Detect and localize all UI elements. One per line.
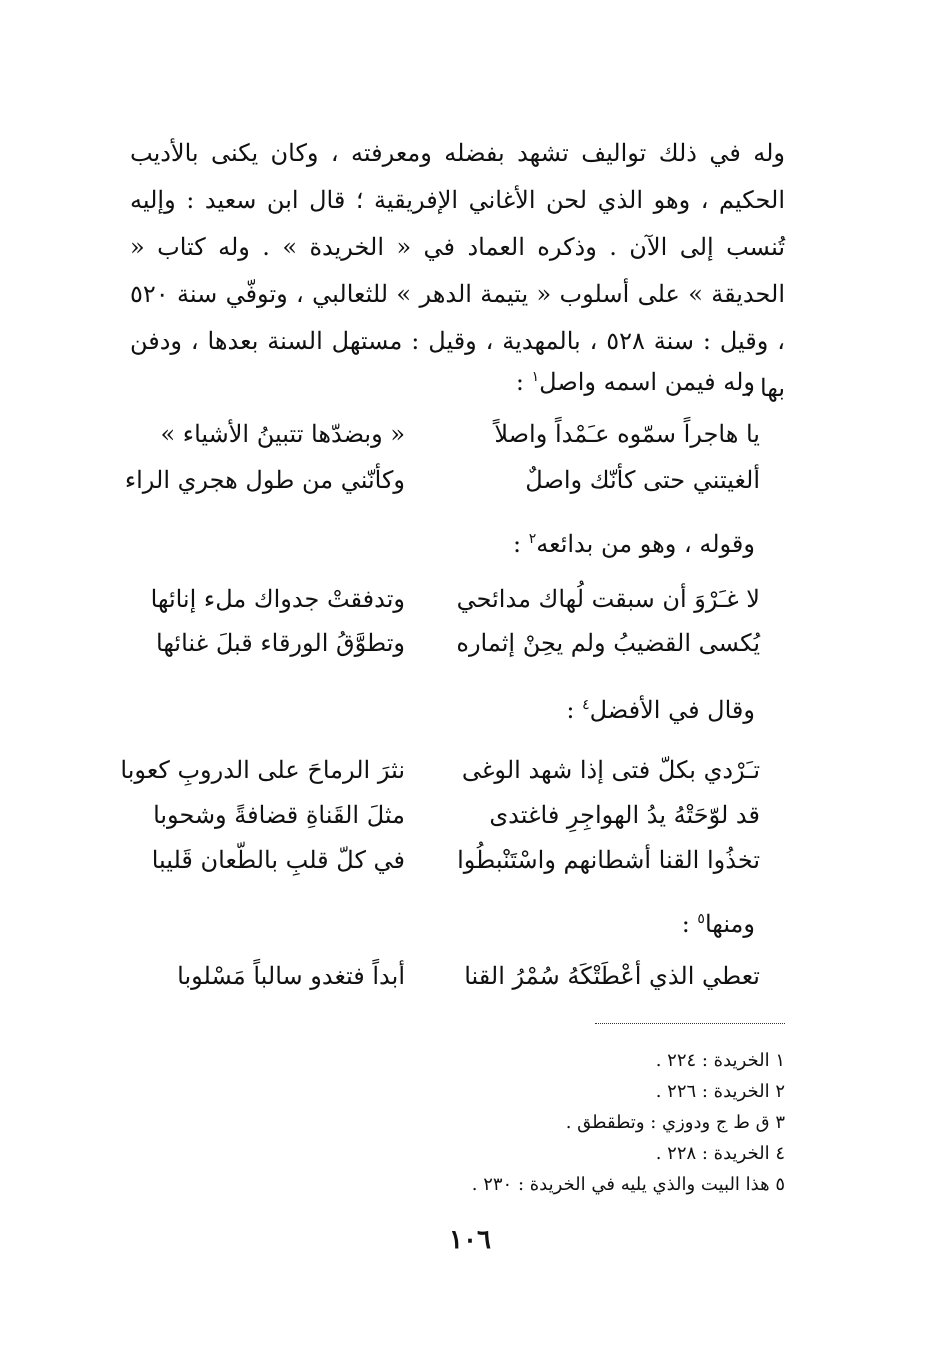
footnote: ٣ ق ط ج ودوزي : وتطقطق . xyxy=(565,1112,785,1133)
verse-second-hemistich: وتطوَّقُ الورقاء قبلَ غنائها xyxy=(156,629,405,657)
verse-first-hemistich: تعطي الذي أعْطَتْكَهُ سُمْرُ القنا xyxy=(464,962,760,990)
verse-second-hemistich: نثرَ الرماحَ على الدروبِ كعوبا xyxy=(120,756,405,784)
verse-first-hemistich: قد لوّحَتْهُ يدُ الهواجِرِ فاغتدى xyxy=(489,801,760,829)
verse-second-hemistich: في كلّ قلبِ بالطّعان قَليبا xyxy=(151,846,405,874)
section-intro: ومنها$^٥$ : xyxy=(681,910,755,938)
verse-second-hemistich: أبداً فتغدو سالباً مَسْلوبا xyxy=(177,962,405,990)
verse-first-hemistich: ألغيتني حتى كأنّك واصلٌ xyxy=(525,466,760,494)
verse-line xyxy=(130,795,760,835)
verse-line xyxy=(130,414,760,454)
footnote: ٥ هذا البيت والذي يليه في الخريدة : ٢٣٠ . xyxy=(471,1174,785,1195)
footnote-ref: ٥ xyxy=(697,911,705,927)
footnotes xyxy=(472,1045,785,1200)
footnote: ٤ الخريدة : ٢٢٨ . xyxy=(655,1143,785,1164)
verse-line xyxy=(130,956,760,996)
verse-line xyxy=(130,579,760,619)
verse-line xyxy=(130,623,760,663)
section-intro: وقوله ، وهو من بدائعه$^٢$ : xyxy=(513,530,755,558)
verse-second-hemistich: وكأنّني من طول هجري الراء xyxy=(124,466,405,494)
footnote-ref: ٤ xyxy=(582,697,590,713)
page-number: ١٠٦ xyxy=(449,1225,491,1255)
footnote-divider xyxy=(595,1023,785,1024)
footnote: ١ الخريدة : ٢٢٤ . xyxy=(655,1050,785,1071)
verse-first-hemistich: يُكسى القضيبُ ولم يحِنْ إثماره xyxy=(456,629,760,657)
verse-second-hemistich: « وبضدّها تتبينُ الأشياء » xyxy=(160,420,405,448)
footnote-ref: ٢ xyxy=(528,531,537,547)
section-intro: وله فيمن اسمه واصل$^١$ : xyxy=(515,368,755,396)
verse-line xyxy=(120,750,760,790)
verse-first-hemistich: لا غـَرْوَ أن سبقت لُهاك مدائحي xyxy=(456,585,760,613)
verse-second-hemistich: مثلَ القَناةِ قضافةً وشحوبا xyxy=(153,801,405,829)
section-intro: وقال في الأفضل$^٤$ : xyxy=(566,696,755,724)
verse-first-hemistich: تـَرْدي بكلّ فتى إذا شهد الوغى xyxy=(461,756,760,784)
footnote-ref: ١ xyxy=(531,369,540,385)
verse-second-hemistich: وتدفقتْ جدواك ملء إنائها xyxy=(150,585,405,613)
verse-first-hemistich: تخذُوا القنا أشطانهم واسْتَنْبطُوا xyxy=(457,846,760,874)
paragraph: وله في ذلك تواليف تشهد بفضله ومعرفته ، وكان يكنى بالأديب الحكيم ، وهو الذي لحن الأغاني الإفريقية ؛ قال ابن سعيد : وإليه تُنسب إلى الآن . وذكره العماد في « الخريدة » . وله كتاب « الحديقة » على أسلوب « يتيمة الدهر » للثعالبي ، وتوفّي سنة ٥٢٠ ، وقيل : سنة ٥٢٨ ، بالمهدية ، وقيل : مستهل السنة بعدها ، ودفن بها . xyxy=(130,139,785,402)
footnote: ٢ الخريدة : ٢٢٦ . xyxy=(655,1081,785,1102)
verse-line xyxy=(130,840,760,880)
verse-line xyxy=(124,460,760,500)
verse-first-hemistich: يا هاجراً سمّوه عـَمْداً واصلاً xyxy=(494,420,760,448)
